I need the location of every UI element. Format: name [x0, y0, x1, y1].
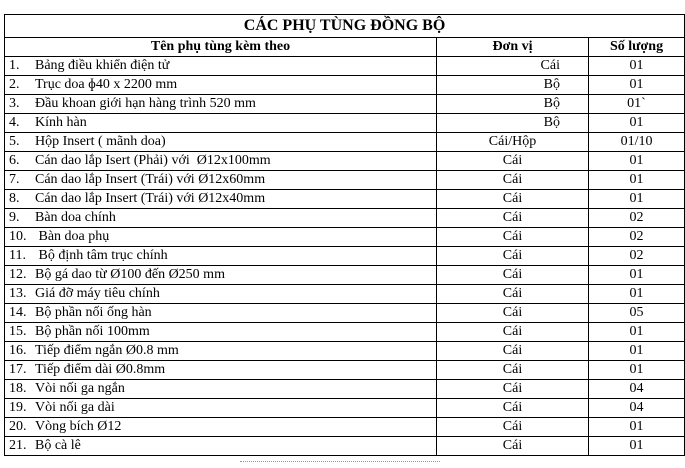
quantity-cell: 01	[589, 342, 685, 361]
part-name-cell	[5, 171, 437, 190]
quantity-cell: 01	[589, 76, 685, 95]
row-number: 1.	[9, 58, 20, 73]
table-row	[5, 266, 685, 285]
row-number: 18.	[9, 381, 27, 396]
part-name-cell	[5, 342, 437, 361]
table-row	[5, 209, 685, 228]
quantity-cell: 01	[589, 437, 685, 456]
part-name: Cán dao lắp Isert (Phải) với Ø12x100mm	[35, 153, 271, 168]
row-number: 21.	[9, 438, 27, 453]
quantity-cell: 01	[589, 190, 685, 209]
part-name: Vòng bích Ø12	[35, 419, 122, 434]
row-number: 13.	[9, 286, 27, 301]
table-row	[5, 76, 685, 95]
row-number: 17.	[9, 362, 27, 377]
unit-cell: Cái	[437, 437, 589, 456]
header-row	[5, 38, 685, 57]
table-row	[5, 247, 685, 266]
quantity-cell: 02	[589, 228, 685, 247]
row-number: 5.	[9, 134, 20, 149]
table-row	[5, 380, 685, 399]
part-name: Vòi nối ga dài	[35, 400, 115, 415]
part-name: Vòi nối ga ngắn	[35, 381, 125, 396]
unit-cell: Cái	[437, 266, 589, 285]
unit-cell: Cái	[437, 171, 589, 190]
row-number: 12.	[9, 267, 27, 282]
part-name: Hộp Insert ( mãnh doa)	[35, 134, 166, 149]
table-row	[5, 133, 685, 152]
table-row	[5, 323, 685, 342]
table-row	[5, 95, 685, 114]
row-number: 2.	[9, 77, 20, 92]
unit-cell: Cái	[437, 247, 589, 266]
table-row	[5, 171, 685, 190]
quantity-cell: 01`	[589, 95, 685, 114]
quantity-cell: 04	[589, 399, 685, 418]
unit-cell: Cái	[437, 190, 589, 209]
unit-cell: Cái	[437, 209, 589, 228]
unit-cell: Cái	[437, 418, 589, 437]
row-number: 20.	[9, 419, 27, 434]
header-unit: Đơn vị	[437, 38, 589, 57]
quantity-cell: 02	[589, 209, 685, 228]
part-name-cell	[5, 247, 437, 266]
quantity-cell: 01	[589, 266, 685, 285]
quantity-cell: 01	[589, 418, 685, 437]
unit-cell: Cái	[437, 152, 589, 171]
unit-cell: Bộ	[437, 114, 589, 133]
part-name: Bộ phần nối ống hàn	[35, 305, 152, 320]
part-name-cell	[5, 399, 437, 418]
unit-cell: Cái	[437, 361, 589, 380]
part-name: Bộ cà lê	[35, 438, 81, 453]
quantity-cell: 01/10	[589, 133, 685, 152]
row-number: 15.	[9, 324, 27, 339]
table-row	[5, 304, 685, 323]
quantity-cell: 01	[589, 285, 685, 304]
row-number: 10.	[9, 229, 27, 244]
unit-cell: Cái	[437, 285, 589, 304]
table-row	[5, 228, 685, 247]
row-number: 4.	[9, 115, 20, 130]
unit-cell: Cái/Hộp	[437, 133, 589, 152]
part-name: Bàn doa chính	[35, 210, 116, 225]
part-name: Bộ gá dao từ Ø100 đến Ø250 mm	[35, 267, 225, 282]
row-number: 19.	[9, 400, 27, 415]
part-name: Giá đỡ máy tiêu chính	[35, 286, 160, 301]
parts-table	[4, 14, 685, 456]
part-name: Bảng điều khiển điện tử	[35, 58, 170, 73]
part-name-cell	[5, 228, 437, 247]
unit-cell: Cái	[437, 380, 589, 399]
row-number: 11.	[9, 248, 26, 263]
part-name: Đầu khoan giới hạn hàng trình 520 mm	[35, 96, 256, 111]
part-name: Trục doa ɸ40 x 2200 mm	[35, 77, 178, 92]
part-name-cell	[5, 285, 437, 304]
part-name-cell	[5, 361, 437, 380]
table-title: CÁC PHỤ TÙNG ĐỒNG BỘ	[5, 15, 685, 38]
part-name-cell	[5, 76, 437, 95]
row-number: 14.	[9, 305, 27, 320]
part-name: Tiếp điểm ngắn Ø0.8 mm	[35, 343, 179, 358]
title-row	[5, 15, 685, 38]
quantity-cell: 01	[589, 57, 685, 76]
part-name-cell	[5, 57, 437, 76]
row-number: 9.	[9, 210, 20, 225]
table-row	[5, 437, 685, 456]
part-name-cell	[5, 152, 437, 171]
table-row	[5, 285, 685, 304]
quantity-cell: 01	[589, 171, 685, 190]
table-row	[5, 57, 685, 76]
unit-cell: Bộ	[437, 95, 589, 114]
row-number: 6.	[9, 153, 20, 168]
part-name-cell	[5, 95, 437, 114]
quantity-cell: 05	[589, 304, 685, 323]
part-name-cell	[5, 323, 437, 342]
table-row	[5, 399, 685, 418]
table-row	[5, 361, 685, 380]
quantity-cell: 01	[589, 114, 685, 133]
quantity-cell: 04	[589, 380, 685, 399]
table-row	[5, 114, 685, 133]
unit-cell: Cái	[437, 323, 589, 342]
part-name-cell	[5, 114, 437, 133]
row-number: 3.	[9, 96, 20, 111]
table-row	[5, 190, 685, 209]
table-row	[5, 418, 685, 437]
unit-cell: Bộ	[437, 76, 589, 95]
unit-cell: Cái	[437, 228, 589, 247]
table-row	[5, 152, 685, 171]
part-name: Bộ phần nối 100mm	[35, 324, 150, 339]
row-number: 7.	[9, 172, 20, 187]
part-name: Bộ định tâm trục chính	[35, 248, 168, 263]
quantity-cell: 01	[589, 361, 685, 380]
part-name: Tiếp điểm dài Ø0.8mm	[35, 362, 166, 377]
quantity-cell: 02	[589, 247, 685, 266]
part-name-cell	[5, 209, 437, 228]
unit-cell: Cái	[437, 342, 589, 361]
row-number: 8.	[9, 191, 20, 206]
quantity-cell: 01	[589, 152, 685, 171]
part-name-cell	[5, 380, 437, 399]
part-name-cell	[5, 266, 437, 285]
row-number: 16.	[9, 343, 27, 358]
part-name-cell	[5, 437, 437, 456]
header-qty: Số lượng	[589, 38, 685, 57]
part-name: Cán dao lắp Insert (Trái) với Ø12x60mm	[35, 172, 266, 187]
part-name: Cán dao lắp Insert (Trái) với Ø12x40mm	[35, 191, 266, 206]
unit-cell: Cái	[437, 399, 589, 418]
unit-cell: Cái	[437, 57, 589, 76]
part-name-cell	[5, 304, 437, 323]
unit-cell: Cái	[437, 304, 589, 323]
quantity-cell: 01	[589, 323, 685, 342]
part-name-cell	[5, 190, 437, 209]
header-name: Tên phụ tùng kèm theo	[5, 38, 437, 57]
part-name-cell	[5, 133, 437, 152]
part-name: Kính hàn	[35, 115, 87, 130]
part-name: Bàn doa phụ	[35, 229, 110, 244]
part-name-cell	[5, 418, 437, 437]
table-row	[5, 342, 685, 361]
